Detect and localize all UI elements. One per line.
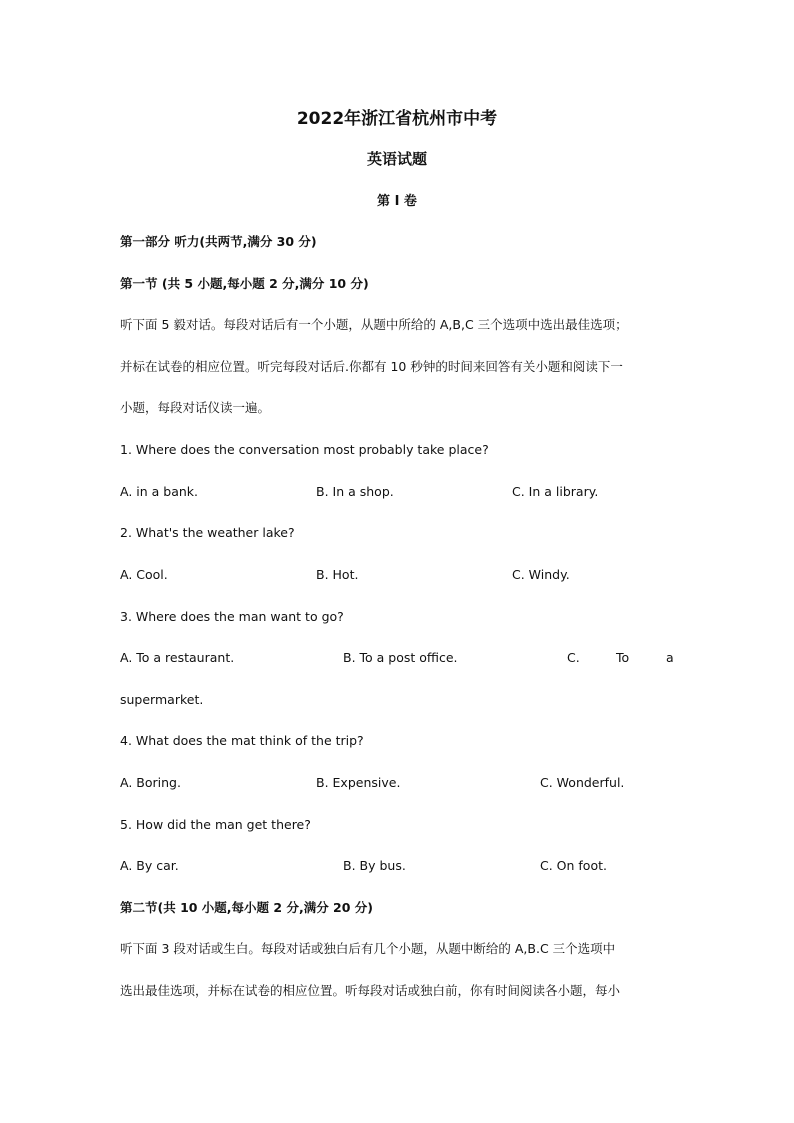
question-stem: 4. What does the mat think of the trip? [120,733,364,748]
exam-title: 2022年浙江省杭州市中考 [296,109,498,129]
section1-instruction-line: 听下面 5 毅对话。每段对话后有一个小题，从题中所给的 A,B,C 三个选项中选出最佳选项； [120,317,628,332]
section2-instruction-line: 选出最佳选项，并标在试卷的相应位置。听每段对话或独白前，你有时间阅读各小题，每小 [120,983,621,998]
option-b: B. Hot. [316,567,359,582]
option-c-word: To [616,650,630,665]
question-stem: 1. Where does the conversation most probably take place? [120,442,489,457]
option-c: C. Wonderful. [540,775,625,790]
section1-instruction-line: 并标在试卷的相应位置。听完每段对话后.你都有 10 秒钟的时间来回答有关小题和阅读下一 [120,359,623,374]
option-b: B. By bus. [343,858,406,873]
option-a: A. Cool. [120,567,168,582]
option-a: A. Boring. [120,775,181,790]
question-stem: 3. Where does the man want to go? [120,609,344,624]
section2-instruction-line: 听下面 3 段对话或生白。每段对话或独白后有几个小题，从题中断给的 A,B.C 三个选项中 [120,941,616,956]
section2-heading: 第二节(共 10 小题,每小题 2 分,满分 20 分) [120,900,374,915]
question-stem: 5. How did the man get there? [120,817,311,832]
option-c: C. On foot. [540,858,607,873]
section1-instruction-line: 小题，每段对话仪读一遍。 [120,400,271,415]
exam-volume: 第 I 卷 [377,194,417,209]
option-c-word: C. [567,650,580,665]
option-b: B. To a post office. [343,650,458,665]
exam-subject: 英语试题 [366,150,427,168]
section1-heading: 第一节 (共 5 小题,每小题 2 分,满分 10 分) [120,276,369,291]
option-b: B. Expensive. [316,775,401,790]
option-c-continuation: supermarket. [120,692,204,707]
option-c: C. Windy. [512,567,570,582]
option-c-word: a [666,650,674,665]
question-stem: 2. What's the weather lake? [120,525,295,540]
option-a: A. in a bank. [120,484,199,499]
part1-heading: 第一部分 听力(共两节,满分 30 分) [120,234,317,249]
option-b: B. In a shop. [316,484,394,499]
option-c: C. In a library. [512,484,599,499]
option-a: A. By car. [120,858,179,873]
option-a: A. To a restaurant. [120,650,235,665]
